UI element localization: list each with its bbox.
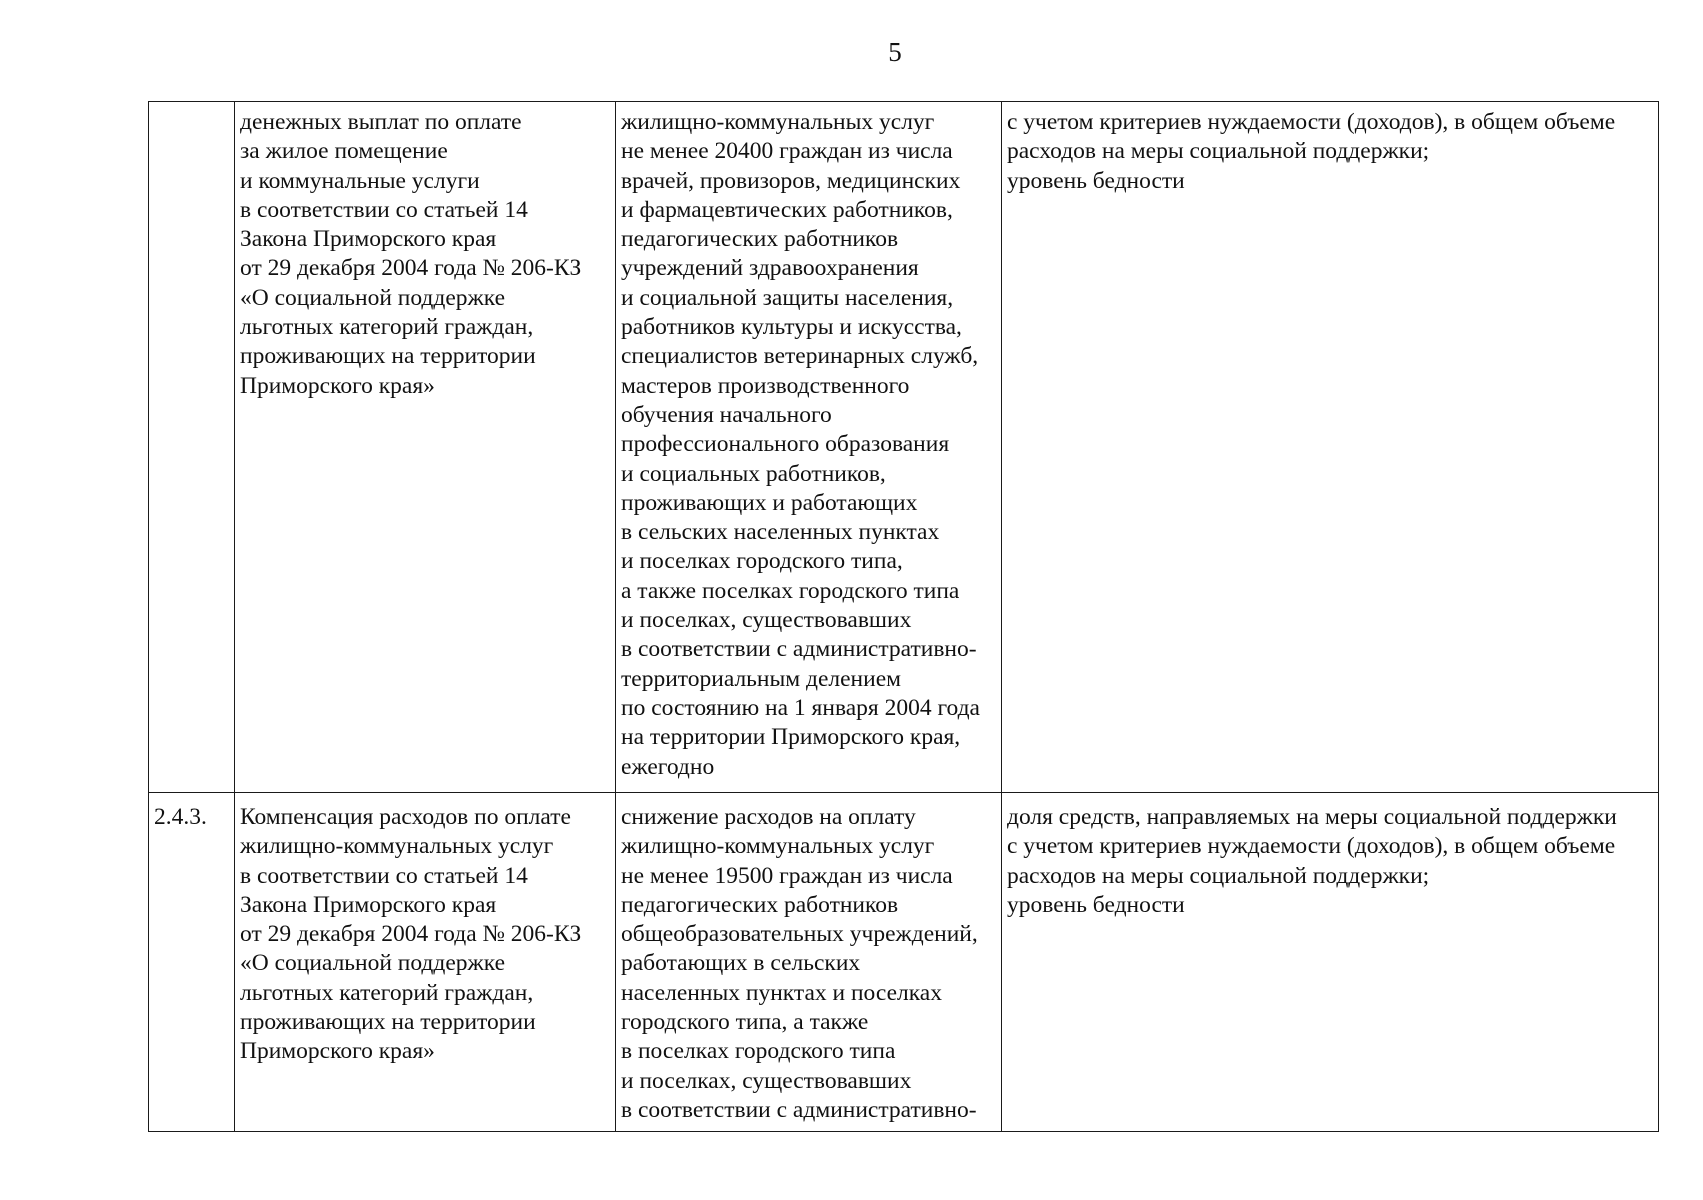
measure-name-cell: денежных выплат по оплате за жилое помещение и коммунальные услуги в соответствии со статьей 14 Закона Приморского края от 29 декабря 2004 года № 206-КЗ «О социальной поддержке льготных категорий граждан, проживающих на территории Приморского края» [235,102,616,793]
page-number: 5 [888,37,902,67]
table-row [149,793,1659,1132]
measure-name-cell: Компенсация расходов по оплате жилищно-коммунальных услуг в соответствии со статьей 14 Закона Приморского края от 29 декабря 2004 года № 206-КЗ «О социальной поддержке льготных категорий граждан, проживающих на территории Приморского края» [235,793,616,1132]
expected-result-cell: жилищно-коммунальных услуг не менее 20400 граждан из числа врачей, провизоров, медицинских и фармацевтических работников, педагогических работников учреждений здравоохранения и социальной защиты населения, работников культуры и искусства, специалистов ветеринарных служб, мастеров производственного обучения начального профессионального образования и социальных работников, проживающих и работающих в сельских населенных пунктах и поселках городского типа, а также поселках городского типа и поселках, существовавших в соответствии с административно- территориальным делением по состоянию на 1 января 2004 года на территории Приморского края, ежегодно [616,102,1002,793]
indicator-cell: доля средств, направляемых на меры социальной поддержки с учетом критериев нуждаемости (доходов), в общем объеме расходов на меры социальной поддержки; уровень бедности [1002,793,1659,1132]
measures-table [148,101,1659,1132]
row-number-cell: 2.4.3. [149,793,235,1132]
table-row [149,102,1659,793]
row-number-cell [149,102,235,793]
expected-result-cell: снижение расходов на оплату жилищно-коммунальных услуг не менее 19500 граждан из числа педагогических работников общеобразовательных учреждений, работающих в сельских населенных пунктах и поселках городского типа, а также в поселках городского типа и поселках, существовавших в соответствии с административно- [616,793,1002,1132]
indicator-cell: с учетом критериев нуждаемости (доходов), в общем объеме расходов на меры социальной поддержки; уровень бедности [1002,102,1659,793]
